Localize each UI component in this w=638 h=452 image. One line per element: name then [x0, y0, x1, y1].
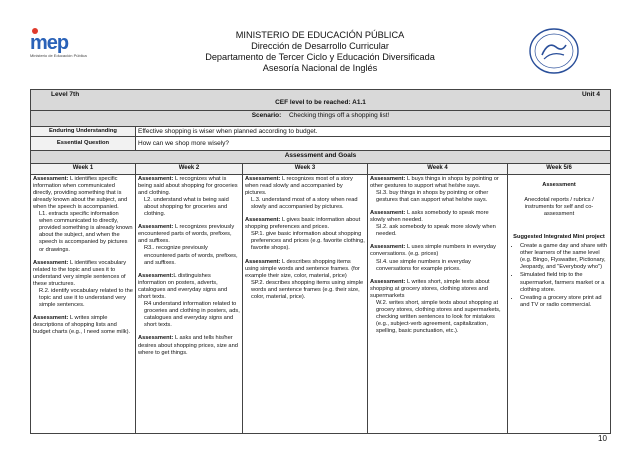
cef-level: CEF level to be reached: A1.1 [275, 99, 366, 107]
mini-project-list [510, 243, 608, 309]
page-number: 10 [598, 434, 607, 443]
scenario-row [31, 111, 611, 127]
enduring-label: Enduring Understanding [31, 127, 136, 137]
assessment-text: L buys things in shops by pointing or other gestures to support what he/she says. [370, 175, 499, 189]
assessment-label: Assessment: [138, 272, 174, 279]
mini-project-item: • Create a game day and share with other learners of the same level (e.g. Bingo, Flyswatter, Pictionary, Jeopardy, and "Everybody who") [520, 243, 608, 271]
assessment-label: Assessment: [245, 175, 281, 182]
assessment-text: L recognizes previously encountered parts of words, prefixes, and suffixes. [138, 224, 235, 245]
weeks-content-row [31, 174, 611, 433]
goal-text: SP.2. describes shopping items using simple words and sentence frames (e.g. their size, color, material, price). [251, 279, 364, 300]
assessment-block [33, 315, 133, 336]
week-1-cell [31, 174, 136, 433]
assessment-label: Assessment: [370, 278, 406, 285]
week-1-header: Week 1 [31, 164, 136, 174]
curriculum-seal-logo [528, 25, 580, 77]
goal-text: L1. extracts specific information when communicated to directly, provided something is already known about the subject, and when the speech is accompanied by pictures or drawings. [39, 211, 133, 253]
goal-text: SI.2. ask somebody to speak more slowly when needed. [376, 224, 496, 238]
week-3-header: Week 3 [243, 164, 368, 174]
mep-logo-mark: mep [30, 32, 69, 54]
assessment-instruments: Anecdotal reports / rubrics / instruments for self and co-assessment [524, 196, 594, 217]
assessment-block [370, 210, 505, 238]
mini-project-title: Suggested Integrated Mini project [513, 233, 605, 240]
goal-text: L2. understand what is being said about shopping for groceries and clothing. [144, 196, 229, 218]
assessment-text: L recognizes most of a story when read slowly and accompanied by pictures. [245, 175, 353, 196]
week-2-header: Week 2 [136, 164, 243, 174]
ministry-title: MINISTERIO DE EDUCACIÓN PÚBLICA [235, 30, 405, 40]
assessment-text: L identifies vocabulary related to the topic and uses it to understand very simple sentences of these structures. [33, 259, 127, 287]
assessment-text: L asks and tells his/her desires about shopping prices, size and where to get things. [138, 335, 238, 356]
level-row [31, 90, 611, 111]
unit-plan-table [30, 89, 611, 434]
assessment-block [370, 176, 505, 204]
assessment-text: L gives basic information about shopping preferences and prices. [245, 217, 361, 231]
assessment-block [245, 217, 365, 252]
assessment-block [138, 335, 240, 356]
mep-logo [30, 32, 90, 64]
assessment-label: Assessment: [370, 175, 406, 182]
assessment-text: L uses simple numbers in everyday conversations. (e.g. prices) [370, 244, 496, 258]
enduring-value: Effective shopping is wiser when planned according to budget. [136, 127, 611, 137]
goal-text: R.2. identify vocabulary related to the topic and use it to understand very simple sentences. [39, 288, 133, 309]
assessment-block [33, 176, 133, 254]
assessment-text: L identifies specific information when communicated directly, providing something that is already known about the subject, and when the speech is accompanied. [33, 175, 128, 210]
assessment-block [370, 244, 505, 272]
week-4-cell [368, 174, 508, 433]
assessment-block [138, 176, 240, 219]
assessment-goals-row [31, 151, 611, 164]
assessment-goals-title: Assessment and Goals [31, 151, 611, 164]
assessment-label: Assessment: [33, 315, 69, 322]
assessment-label: Assessment: [245, 258, 281, 265]
department-title: Departamento de Tercer Ciclo y Educación Diversificada [205, 52, 435, 62]
essential-row [31, 137, 611, 151]
assessment-text: L writes short, simple texts about shopping at grocery stores, clothing stores and supermarkets [370, 278, 490, 299]
assessment-title: Assessment [542, 181, 576, 188]
goal-text: SP.1. give basic information about shopping preferences and prices (e.g. favorite clothing, favorite shops). [251, 231, 365, 252]
mini-project-item: • Creating a grocery store print ad and TV or radio commercial. [520, 295, 608, 309]
assessment-label: Assessment: [33, 175, 69, 182]
goal-text: SI.4. use simple numbers in everyday conversations for example prices. [376, 258, 471, 272]
assessment-text: L recognizes what is being said about shopping for groceries and clothing. [138, 175, 238, 196]
scenario-value: Checking things off a shopping list! [288, 112, 390, 119]
unit-label: Unit 4 [581, 91, 601, 98]
week-5-6-header: Week 5/6 [508, 164, 611, 174]
assessment-text: L asks somebody to speak more slowly when needed. [370, 209, 489, 224]
assessment-block [370, 279, 505, 336]
assessment-block [33, 260, 133, 310]
goal-text: SI.3. buy things in shops by pointing or other gestures that can support what he/she says. [376, 189, 489, 203]
goal-text: R3.. recognize previously encountered parts of words, prefixes, and suffixes. [144, 245, 238, 266]
assessment-label: Assessment: [138, 175, 174, 182]
mini-project-item: • Simulated field trip to the supermarket, farmers market or a clothing store. [520, 272, 608, 293]
mep-logo-subtitle: Ministerio de Educación Pública [30, 53, 87, 58]
enduring-row [31, 127, 611, 137]
advisory-title: Asesoría Nacional de Inglés [262, 63, 378, 73]
essential-value: How can we shop more wisely? [136, 137, 611, 151]
week-3-cell [243, 174, 368, 433]
weeks-header-row [31, 164, 611, 174]
goal-text: R4 understand information related to groceries and clothing in posters, ads, catalogues and everyday signs and short texts. [144, 301, 240, 329]
assessment-block [138, 273, 240, 330]
level-label: Level 7th [51, 91, 80, 98]
assessment-text: L writes simple descriptions of shopping lists and budget charts (e.g., I need some milk). [33, 315, 131, 336]
assessment-label: Assessment: [245, 217, 281, 224]
assessment-label: Assessment: [138, 224, 174, 231]
week-2-cell [136, 174, 243, 433]
assessment-text: L describes shopping items using simple words and sentence frames. (for example their size, color, material, price) [245, 258, 360, 279]
direction-title: Dirección de Desarrollo Curricular [251, 41, 389, 51]
document-header [140, 30, 500, 74]
assessment-label: Assessment: [370, 209, 406, 216]
assessment-block [245, 259, 365, 302]
essential-label: Essential Question [31, 137, 136, 151]
goal-text: L.3. understand most of a story when read slowly and accompanied by pictures. [251, 196, 358, 210]
scenario-label: Scenario: [251, 112, 282, 119]
week-5-6-cell [508, 174, 611, 433]
assessment-label: Assessment: [138, 335, 174, 342]
week-4-header: Week 4 [368, 164, 508, 174]
assessment-label: Assessment: [33, 259, 69, 266]
assessment-label: Assessment: [370, 244, 406, 251]
assessment-block [245, 176, 365, 211]
goal-text: W.2. writes short, simple texts about shopping at grocery stores, clothing stores and supermarkets, checking written sentences to look for mistakes (e.g., subject-verb agreement, capitalization, spelling, basic punctuation, etc.). [376, 300, 501, 335]
assessment-text: L distinguishes information on posters, adverts, catalogues and everyday signs and short texts. [138, 272, 228, 300]
assessment-block [138, 224, 240, 267]
